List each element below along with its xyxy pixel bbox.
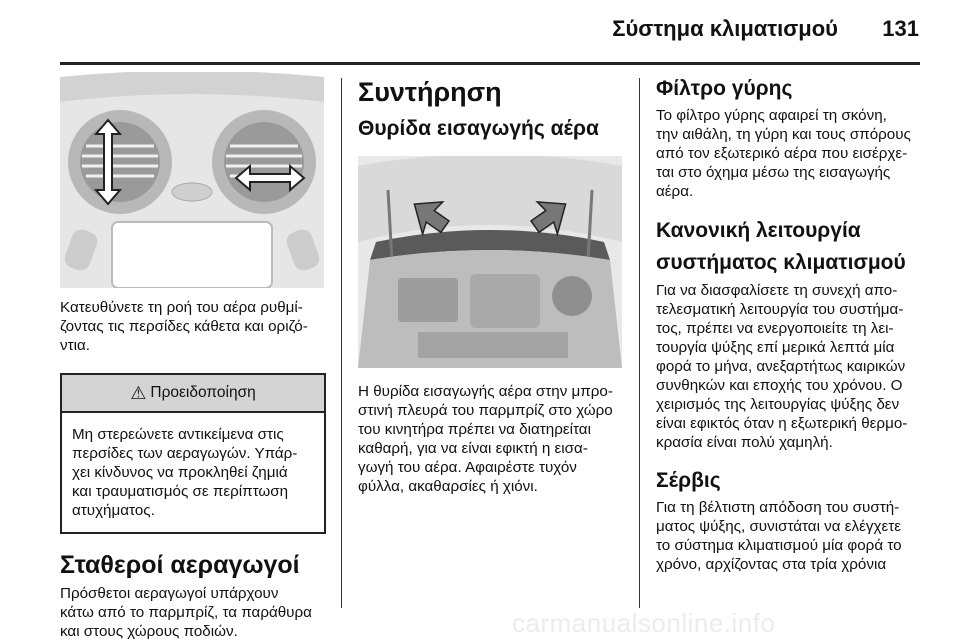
warning-triangle-icon: ⚠ [130,382,147,403]
fixed-vents-heading: Σταθεροί αεραγωγοί [60,551,300,579]
column-divider [639,78,640,608]
regular-operation-text: Για να διασφαλίσετε τη συνεχή απο- τελεσματική λειτουργία του συστήμα- τος, πρέπει να ενεργοποιείτε τη λει- τουργία ψύξης επί μερικά λεπτά μία φορά το μήνα, ανεξαρτήτως καιρικών συνθηκών και εποχής του χρόνου. Ο χειρισμός της λειτουργίας ψύξης δεν είναι εφικτός όταν η εξωτερική θερμο- κρασία είναι πολύ χαμηλή. [656,282,908,451]
service-heading: Σέρβις [656,469,721,492]
column-divider [341,78,342,608]
vent-louvre-illustration [60,72,324,288]
running-section-title: Σύστημα κλιματισμού [612,16,838,41]
warning-title: Προειδοποίηση [150,384,256,401]
pollen-filter-text: Το φίλτρο γύρης αφαιρεί τη σκόνη, την αιθάλη, τη γύρη και τους σπόρους από τον εξωτερικό αέρα που εισέρχε- ται στο όχημα μέσω της εισαγωγής αέρα. [656,107,911,200]
page-header [0,14,960,54]
service-text: Για τη βέλτιστη απόδοση του συστή- ματος ψύξης, συνιστάται να ελέγχετε το σύστημα κλιματισμού μία φορά το χρόνο, αρχίζοντας στα τρία χρόνια [656,499,902,573]
pollen-filter-heading: Φίλτρο γύρης [656,77,793,100]
header-rule [60,62,920,65]
warning-text: Μη στερεώνετε αντικείμενα στις περσίδες των αεραγωγών. Υπάρ- χει κίνδυνος να προκληθεί ζημιά και τραυματισμός σε περίπτωση ατυχήματος. [72,426,298,519]
page-number: 131 [882,16,919,41]
column-right [656,72,926,574]
vent-figure-caption: Κατευθύνετε τη ροή του αέρα ρυθμί- ζοντας τις περσίδες κάθετα και οριζό- ντια. [60,299,308,354]
warning-body [62,413,324,532]
column-left [60,72,324,641]
maintenance-heading: Συντήρηση [358,77,502,107]
fixed-vents-text: Πρόσθετοι αεραγωγοί υπάρχουν κάτω από το παρμπρίζ, τα παράθυρα και στους χώρους ποδιών. [60,585,312,640]
regular-operation-heading: Κανονική λειτουργία συστήματος κλιματισμού [656,219,906,274]
air-intake-subheading: Θυρίδα εισαγωγής αέρα [358,117,599,140]
column-middle [358,72,622,496]
air-intake-caption: Η θυρίδα εισαγωγής αέρα στην μπρο- στινή πλευρά του παρμπρίζ στο χώρο του κινητήρα πρέπει να διατηρείται καθαρή, για να είναι εφικτή η εισα- γωγή του αέρα. Αφαιρέστε τυχόν φύλλα, ακαθαρσίες ή χιόνι. [358,383,613,495]
warning-box [60,373,326,534]
watermark: carmanualsonline.info [512,608,776,638]
engine-bay-illustration [358,156,622,368]
warning-header [62,375,324,413]
